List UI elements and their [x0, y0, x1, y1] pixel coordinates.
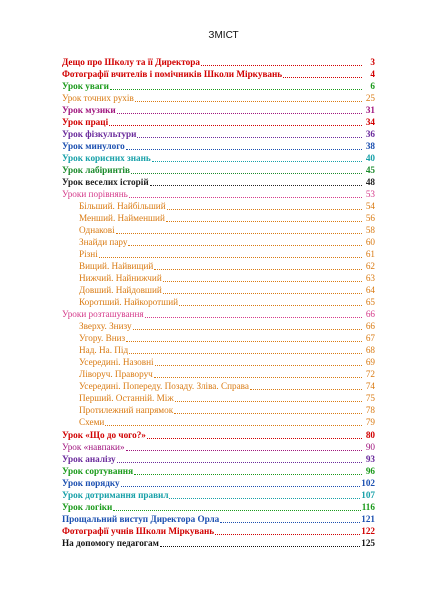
dot-leader: [129, 352, 362, 354]
dot-leader: [99, 256, 362, 258]
dot-leader: [152, 160, 362, 162]
toc-entry: [62, 116, 375, 128]
dot-leader: [117, 112, 362, 114]
dot-leader: [145, 316, 362, 318]
toc-entry-page: 75: [365, 393, 375, 404]
toc-entry: [62, 56, 375, 68]
table-of-contents: [62, 56, 375, 549]
dot-leader: [169, 497, 360, 499]
toc-entry-page: 61: [365, 249, 375, 260]
toc-entry-label: Урок уваги: [62, 81, 109, 92]
toc-entry-page: 96: [365, 465, 375, 476]
toc-entry-page: 90: [365, 441, 375, 452]
dot-leader: [116, 232, 362, 234]
toc-entry-page: 68: [365, 345, 375, 356]
toc-entry-label: Коротший. Найкоротший: [79, 297, 179, 308]
toc-entry-label: Різні: [79, 249, 98, 260]
toc-subentry: [62, 380, 375, 392]
toc-subentry: [62, 296, 375, 308]
dot-leader: [147, 437, 362, 439]
toc-subentry: [62, 224, 375, 236]
dot-leader: [215, 533, 360, 535]
toc-entry-page: 121: [361, 513, 375, 524]
toc-entry-page: 65: [365, 297, 375, 308]
toc-subentry: [62, 320, 375, 332]
toc-entry-page: 38: [365, 141, 375, 152]
dot-leader: [126, 340, 362, 342]
toc-entry: [62, 441, 375, 453]
toc-entry: [62, 308, 375, 320]
toc-entry-label: Уроки порівнянь: [62, 189, 128, 200]
toc-entry-page: 64: [365, 285, 375, 296]
dot-leader: [201, 64, 362, 66]
toc-entry-page: 45: [365, 165, 375, 176]
toc-subentry: [62, 212, 375, 224]
toc-entry-page: 6: [370, 81, 375, 92]
page-title: ЗМІСТ: [208, 30, 239, 41]
toc-entry-page: 102: [361, 477, 375, 488]
toc-entry-page: 34: [365, 117, 375, 128]
dot-leader: [105, 424, 362, 426]
dot-leader: [109, 124, 362, 126]
toc-entry-label: Знайди пару: [79, 237, 128, 248]
toc-subentry: [62, 344, 375, 356]
dot-leader: [283, 76, 362, 78]
dot-leader: [135, 100, 362, 102]
toc-subentry: [62, 200, 375, 212]
toc-subentry: [62, 404, 375, 416]
toc-entry: [62, 164, 375, 176]
dot-leader: [134, 473, 362, 475]
toc-entry-page: 58: [365, 225, 375, 236]
toc-entry-page: 48: [365, 177, 375, 188]
dot-leader: [154, 376, 362, 378]
toc-subentry: [62, 332, 375, 344]
toc-entry-label: Урок минулого: [62, 141, 125, 152]
toc-entry-label: Протилежний напрямок: [79, 405, 174, 416]
toc-entry-label: Урок фізкультури: [62, 129, 137, 140]
toc-entry-label: Більший. Найбільший: [79, 201, 166, 212]
toc-subentry: [62, 284, 375, 296]
toc-subentry: [62, 416, 375, 428]
toc-entry-label: Уроки розташування: [62, 309, 144, 320]
toc-entry-page: 31: [365, 105, 375, 116]
dot-leader: [117, 461, 362, 463]
toc-entry-label: Схеми: [79, 417, 105, 428]
toc-entry-label: Урок логіки: [62, 501, 113, 512]
toc-subentry: [62, 356, 375, 368]
toc-entry: [62, 501, 375, 513]
toc-entry: [62, 140, 375, 152]
dot-leader: [126, 148, 362, 150]
toc-entry-label: Менший. Найменший: [79, 213, 165, 224]
toc-entry: [62, 68, 375, 80]
toc-entry-page: 116: [361, 501, 375, 512]
toc-entry-page: 60: [365, 237, 375, 248]
dot-leader: [128, 244, 362, 246]
dot-leader: [154, 268, 362, 270]
dot-leader: [163, 280, 362, 282]
toc-entry-label: Зверху. Знизу: [79, 321, 132, 332]
toc-entry-page: 69: [365, 357, 375, 368]
toc-entry-page: 79: [365, 417, 375, 428]
toc-entry-page: 66: [365, 309, 375, 320]
toc-entry-label: Ліворуч. Праворуч: [79, 369, 153, 380]
toc-entry: [62, 513, 375, 525]
toc-entry: [62, 453, 375, 465]
toc-entry: [62, 176, 375, 188]
dot-leader: [131, 172, 362, 174]
dot-leader: [150, 184, 362, 186]
toc-entry-page: 54: [365, 201, 375, 212]
dot-leader: [126, 449, 362, 451]
dot-leader: [133, 328, 362, 330]
toc-subentry: [62, 392, 375, 404]
toc-entry-label: Прощальний виступ Директора Орла: [62, 513, 220, 524]
toc-entry-label: Фотографії вчителів і помічників Школи Міркувань: [62, 69, 283, 80]
toc-entry-page: 4: [370, 69, 375, 80]
toc-entry-page: 93: [365, 453, 375, 464]
toc-entry: [62, 128, 375, 140]
dot-leader: [250, 388, 362, 390]
toc-entry-label: Урок корисних знань: [62, 153, 151, 164]
toc-entry-page: 36: [365, 129, 375, 140]
toc-entry: [62, 489, 375, 501]
toc-entry-label: Урок лабіринтів: [62, 165, 130, 176]
dot-leader: [175, 400, 362, 402]
dot-leader: [113, 509, 360, 511]
dot-leader: [155, 364, 362, 366]
toc-entry-page: 107: [361, 489, 375, 500]
dot-leader: [137, 136, 362, 138]
toc-entry: [62, 152, 375, 164]
toc-entry-label: Урок аналізу: [62, 453, 116, 464]
toc-entry-page: 125: [361, 537, 375, 548]
toc-entry-page: 40: [365, 153, 375, 164]
toc-entry-label: Урок точних рухів: [62, 93, 134, 104]
toc-entry-label: Перший. Останній. Між: [79, 393, 174, 404]
toc-entry-label: Урок порядку: [62, 477, 120, 488]
toc-entry-label: Урок музики: [62, 105, 116, 116]
dot-leader: [163, 292, 362, 294]
toc-entry: [62, 477, 375, 489]
toc-subentry: [62, 368, 375, 380]
toc-entry: [62, 537, 375, 549]
toc-entry: [62, 188, 375, 200]
toc-subentry: [62, 272, 375, 284]
dot-leader: [167, 208, 362, 210]
toc-entry-label: Урок сортування: [62, 465, 134, 476]
dot-leader: [166, 220, 362, 222]
toc-entry-page: 74: [365, 381, 375, 392]
toc-entry-label: Урок дотримання правил: [62, 489, 169, 500]
toc-entry-label: Угору. Вниз: [79, 333, 126, 344]
toc-entry-page: 25: [365, 93, 375, 104]
toc-entry-label: Урок праці: [62, 117, 109, 128]
toc-entry-page: 67: [365, 333, 375, 344]
toc-subentry: [62, 248, 375, 260]
toc-entry: [62, 104, 375, 116]
toc-entry-page: 66: [365, 321, 375, 332]
toc-entry-label: Усередині. Назовні: [79, 357, 154, 368]
dot-leader: [129, 196, 362, 198]
toc-entry-label: Нижчий. Найнижчий: [79, 273, 162, 284]
dot-leader: [110, 88, 362, 90]
toc-entry: [62, 92, 375, 104]
toc-entry-label: Однакові: [79, 225, 115, 236]
dot-leader: [220, 521, 360, 523]
toc-entry-label: Урок веселих історій: [62, 177, 149, 188]
toc-entry: [62, 525, 375, 537]
toc-entry-page: 122: [361, 525, 375, 536]
dot-leader: [174, 412, 362, 414]
toc-entry-label: Довший. Найдовший: [79, 285, 162, 296]
toc-entry-page: 80: [365, 429, 375, 440]
toc-entry-label: Фотографії учнів Школи Міркувань: [62, 525, 215, 536]
toc-entry-page: 53: [365, 189, 375, 200]
toc-entry-label: На допомогу педагогам: [62, 537, 159, 548]
toc-entry-label: Усередині. Попереду. Позаду. Зліва. Справа: [79, 381, 249, 392]
toc-entry: [62, 80, 375, 92]
toc-subentry: [62, 236, 375, 248]
toc-entry: [62, 465, 375, 477]
dot-leader: [121, 485, 361, 487]
toc-entry-page: 72: [365, 369, 375, 380]
dot-leader: [160, 545, 360, 547]
toc-entry-page: 63: [365, 273, 375, 284]
toc-entry-page: 62: [365, 261, 375, 272]
toc-entry-label: Над. На. Під: [79, 345, 129, 356]
toc-entry: [62, 428, 375, 440]
dot-leader: [179, 304, 362, 306]
toc-entry-page: 78: [365, 405, 375, 416]
toc-entry-page: 56: [365, 213, 375, 224]
toc-entry-label: Урок «Що до чого?»: [62, 429, 146, 440]
toc-subentry: [62, 260, 375, 272]
toc-entry-page: 3: [370, 57, 375, 68]
toc-entry-label: Дещо про Школу та її Директора: [62, 57, 200, 68]
toc-entry-label: Урок «навпаки»: [62, 441, 125, 452]
toc-entry-label: Вищий. Найвищий: [79, 261, 154, 272]
